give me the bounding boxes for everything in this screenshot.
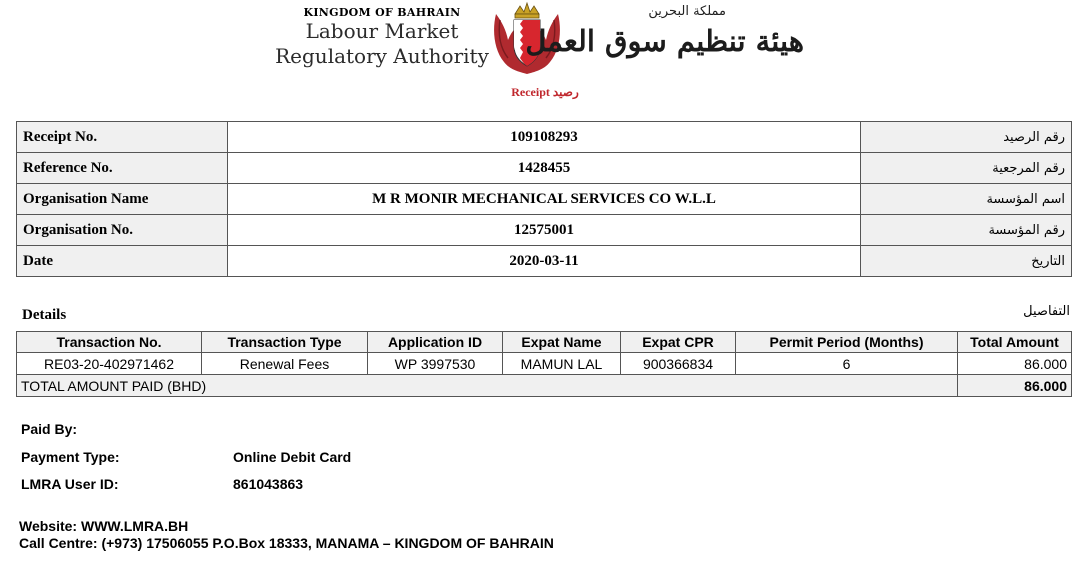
lmra-arabic-logo bbox=[525, 2, 810, 72]
info-label: Date bbox=[17, 246, 228, 277]
info-label-arabic: رقم الرصيد bbox=[861, 122, 1072, 153]
kingdom-label: KINGDOM OF BAHRAIN bbox=[303, 6, 461, 19]
arabic-kingdom-label: مملكة البحرين bbox=[648, 4, 726, 19]
column-header: Total Amount bbox=[958, 332, 1072, 353]
expat-name: MAMUN LAL bbox=[503, 353, 621, 375]
info-label: Receipt No. bbox=[17, 122, 228, 153]
paid-by-label: Paid By: bbox=[21, 421, 78, 437]
total-label: TOTAL AMOUNT PAID (BHD) bbox=[17, 375, 958, 397]
arabic-org-name: هيئة تنظيم سوق العمل bbox=[525, 24, 804, 58]
payment-type-value: Online Debit Card bbox=[233, 449, 352, 465]
page-header bbox=[0, 0, 1092, 105]
total-amount: 86.000 bbox=[958, 353, 1072, 375]
transaction-no: RE03-20-402971462 bbox=[17, 353, 202, 375]
application-id: WP 3997530 bbox=[368, 353, 503, 375]
info-value: 12575001 bbox=[228, 215, 861, 246]
total-row bbox=[17, 375, 1072, 397]
contact-text: Call Centre: (+973) 17506055 P.O.Box 18333, MANAMA – KINGDOM OF BAHRAIN bbox=[19, 535, 554, 551]
user-id-value: 861043863 bbox=[233, 476, 304, 492]
expat-cpr: 900366834 bbox=[621, 353, 736, 375]
info-row-reference-no bbox=[17, 153, 1072, 184]
permit-period: 6 bbox=[736, 353, 958, 375]
column-header: Transaction No. bbox=[17, 332, 202, 353]
info-label: Organisation No. bbox=[17, 215, 228, 246]
details-title-arabic: التفاصيل bbox=[1023, 304, 1070, 319]
total-value: 86.000 bbox=[958, 375, 1072, 397]
info-label-arabic: رقم المؤسسة bbox=[861, 215, 1072, 246]
info-row-organisation-no bbox=[17, 215, 1072, 246]
info-value: 2020-03-11 bbox=[228, 246, 861, 277]
info-value: M R MONIR MECHANICAL SERVICES CO W.L.L bbox=[228, 184, 861, 215]
info-label-arabic: رقم المرجعية bbox=[861, 153, 1072, 184]
info-label: Reference No. bbox=[17, 153, 228, 184]
column-header: Expat CPR bbox=[621, 332, 736, 353]
info-row-date bbox=[17, 246, 1072, 277]
details-title: Details bbox=[22, 307, 67, 323]
info-row-receipt-no bbox=[17, 122, 1072, 153]
user-id-label: LMRA User ID: bbox=[21, 476, 119, 492]
info-value: 109108293 bbox=[228, 122, 861, 153]
table-row bbox=[17, 353, 1072, 375]
transaction-type: Renewal Fees bbox=[202, 353, 368, 375]
info-label-arabic: اسم المؤسسة bbox=[861, 184, 1072, 215]
org-name-line1: Labour Market bbox=[305, 19, 459, 43]
info-value: 1428455 bbox=[228, 153, 861, 184]
column-header: Expat Name bbox=[503, 332, 621, 353]
org-name-line2: Regulatory Authority bbox=[275, 44, 489, 68]
info-label-arabic: التاريخ bbox=[861, 246, 1072, 277]
website-text: Website: WWW.LMRA.BH bbox=[19, 518, 189, 534]
lmra-english-logo bbox=[272, 6, 492, 69]
info-label: Organisation Name bbox=[17, 184, 228, 215]
payment-type-label: Payment Type: bbox=[21, 449, 120, 465]
table-header-row bbox=[17, 332, 1072, 353]
info-row-organisation-name bbox=[17, 184, 1072, 215]
column-header: Application ID bbox=[368, 332, 503, 353]
transactions-table bbox=[16, 331, 1072, 397]
column-header: Transaction Type bbox=[202, 332, 368, 353]
column-header: Permit Period (Months) bbox=[736, 332, 958, 353]
receipt-title: Receipt رصيد bbox=[511, 85, 579, 99]
receipt-info-table bbox=[16, 121, 1072, 277]
